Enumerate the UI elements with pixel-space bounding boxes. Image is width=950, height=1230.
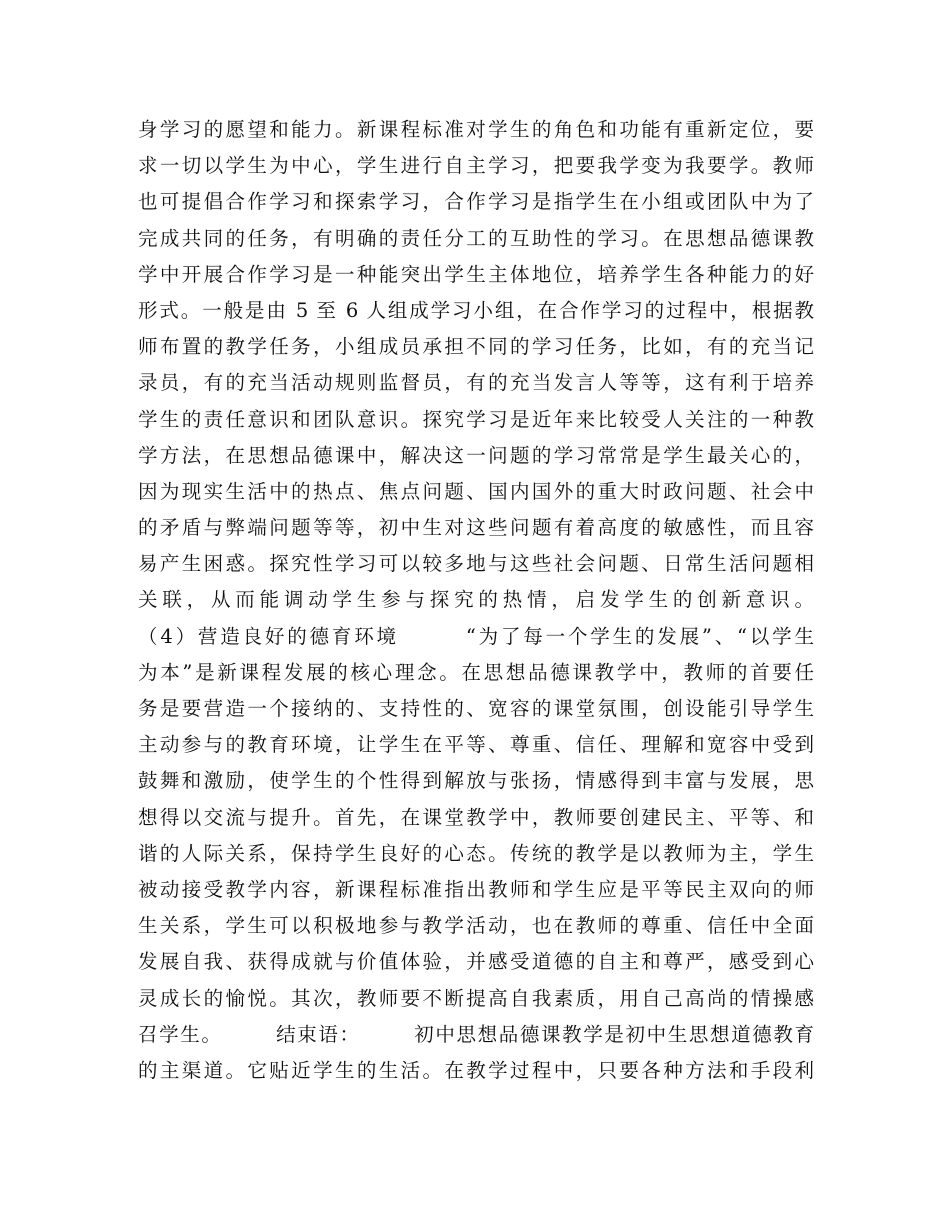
text-line: 因为现实生活中的热点、焦点问题、国内国外的重大时政问题、社会中 (138, 479, 814, 503)
text-line: 生关系，学生可以积极地参与教学活动，也在教师的尊重、信任中全面 (138, 914, 814, 938)
body-text (138, 112, 814, 1089)
text-line: 鼓舞和激励，使学生的个性得到解放与张扬，情感得到丰富与发展，思 (138, 769, 814, 793)
text-line: 主动参与的教育环境，让学生在平等、尊重、信任、理解和宽容中受到 (138, 733, 814, 757)
text-line: 想得以交流与提升。首先，在课堂教学中，教师要创建民主、平等、和 (138, 805, 814, 829)
text-line: 学生的责任意识和团队意识。探究学习是近年来比较受人关注的一种教 (138, 407, 814, 431)
text-line: 完成共同的任务，有明确的责任分工的互助性的学习。在思想品德课教 (138, 226, 814, 250)
text-line: 易产生困惑。探究性学习可以较多地与这些社会问题、日常生活问题相 (138, 552, 814, 576)
text-line: 师布置的教学任务，小组成员承担不同的学习任务，比如，有的充当记 (138, 335, 814, 359)
text-line: 求一切以学生为中心，学生进行自主学习，把要我学变为我要学。教师 (138, 154, 814, 178)
text-line: 也可提倡合作学习和探索学习，合作学习是指学生在小组或团队中为了 (138, 190, 814, 214)
text-line: （4）营造良好的德育环境 “为了每一个学生的发展”、“以学生 (138, 624, 814, 648)
text-line: 的主渠道。它贴近学生的生活。在教学过程中，只要各种方法和手段利 (138, 1058, 814, 1082)
text-line: 灵成长的愉悦。其次，教师要不断提高自我素质，用自己高尚的情操感 (138, 986, 814, 1010)
text-line: 召学生。 结束语： 初中思想品德课教学是初中生思想道德教育 (138, 1022, 814, 1046)
text-line: 的矛盾与弊端问题等等，初中生对这些问题有着高度的敏感性，而且容 (138, 516, 814, 540)
text-line: 身学习的愿望和能力。新课程标准对学生的角色和功能有重新定位，要 (138, 118, 814, 141)
text-line: 务是要营造一个接纳的、支持性的、宽容的课堂氛围，创设能引导学生 (138, 697, 814, 720)
text-line: 发展自我、获得成就与价值体验，并感受道德的自主和尊严，感受到心 (138, 950, 814, 974)
text-line: 关联，从而能调动学生参与探究的热情，启发学生的创新意识。 (138, 588, 814, 612)
text-line: 学方法，在思想品德课中，解决这一问题的学习常常是学生最关心的， (138, 443, 814, 467)
text-line: 录员，有的充当活动规则监督员，有的充当发言人等等，这有利于培养 (138, 371, 814, 395)
text-line: 为本”是新课程发展的核心理念。在思想品德课教学中，教师的首要任 (138, 660, 814, 684)
text-line: 形式。一般是由 5 至 6 人组成学习小组，在合作学习的过程中，根据教 (138, 298, 814, 322)
text-line: 谐的人际关系，保持学生良好的心态。传统的教学是以教师为主，学生 (138, 841, 814, 865)
text-line: 学中开展合作学习是一种能突出学生主体地位，培养学生各种能力的好 (138, 262, 814, 286)
text-line: 被动接受教学内容，新课程标准指出教师和学生应是平等民主双向的师 (138, 877, 814, 901)
